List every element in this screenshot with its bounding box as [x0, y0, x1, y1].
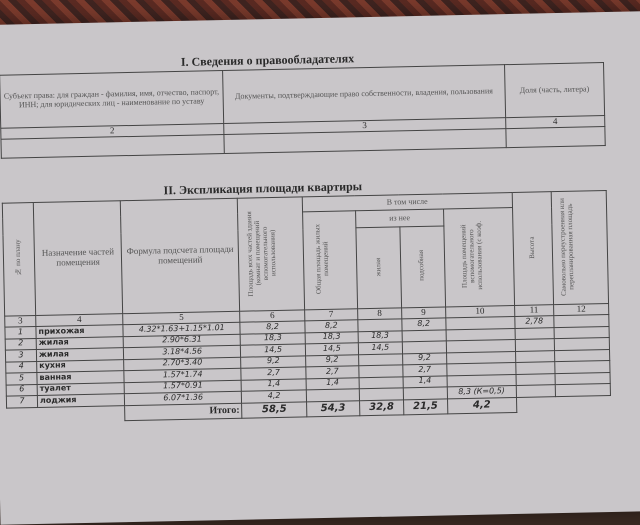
section2-title: II. Экспликация площади квартиры [163, 179, 363, 198]
owners-num-2: 2 [1, 124, 224, 140]
explication-number-row: 3 4 5 6 7 8 9 10 11 12 [5, 304, 609, 328]
col-purpose: Назначение частей помещения [33, 201, 122, 316]
table-row: 2 жилая 2.90*6.31 18,3 18,3 18,3 [5, 326, 609, 350]
owners-table [0, 62, 606, 159]
table-row: 1 прихожая 4.32*1.63+1.15*1.01 8,2 8,2 8,2 2,78 [5, 315, 609, 339]
owners-col-documents: Документы, подтверждающие право собственности, владения, пользования [222, 65, 505, 124]
col-plan-no: № по плану [2, 203, 35, 317]
document-sheet [0, 11, 640, 525]
totals-aux: 21,5 [403, 398, 447, 414]
table-row: 5 ванная 1.57*1.74 2,7 2,7 2,7 [6, 361, 610, 385]
owners-num-4: 4 [506, 116, 605, 129]
col-height: Высота [512, 192, 554, 306]
totals-total: 58,5 [242, 401, 307, 417]
totals-label: Итого: [125, 403, 243, 420]
col-formula: Формула подсчета площади помещений [120, 198, 240, 313]
table-row: 6 туалет 1.57*0.91 1,4 1,4 1,4 [6, 372, 610, 396]
col-auxiliary: подсобная [400, 226, 446, 308]
col-total-area: Площадь всех частей здания (комнат и помещений вспомогательного использования) [238, 197, 305, 311]
owners-col-share: Доля (часть, литера) [504, 63, 604, 118]
col-in-that-number: В том числе [302, 193, 512, 212]
owners-col-subject: Субъект права: для граждан - фамилия, имя, отчество, паспорт, ИНН; для юридических лиц - наименование по уставу [0, 71, 223, 129]
owners-num-3: 3 [223, 118, 505, 135]
col-general-area: Общая площадь жилых помещений [302, 211, 357, 310]
totals-balcony: 4,2 [447, 397, 516, 413]
totals-living: 32,8 [359, 399, 403, 415]
col-living: жилая [356, 227, 402, 309]
col-unauthorized: Самовольно переустроенная или перепланированная площадь [551, 191, 608, 305]
table-row: 7 лоджия 6.07*1.36 4,2 8,3 (К=0,5) [6, 384, 610, 408]
explication-table [2, 190, 611, 423]
table-row: 4 кухня 2.70*3.40 9,2 9,2 9,2 [6, 349, 610, 373]
section1-title: I. Сведения о правообладателях [180, 51, 355, 69]
totals-general: 54,3 [306, 400, 359, 416]
table-row: 3 жилая 3.18*4.56 14,5 14,5 14,5 [5, 338, 609, 362]
col-balcony: Площадь помещений вспомогательного использования (с коэф. [443, 208, 514, 307]
col-of-them: из нее [355, 209, 443, 228]
